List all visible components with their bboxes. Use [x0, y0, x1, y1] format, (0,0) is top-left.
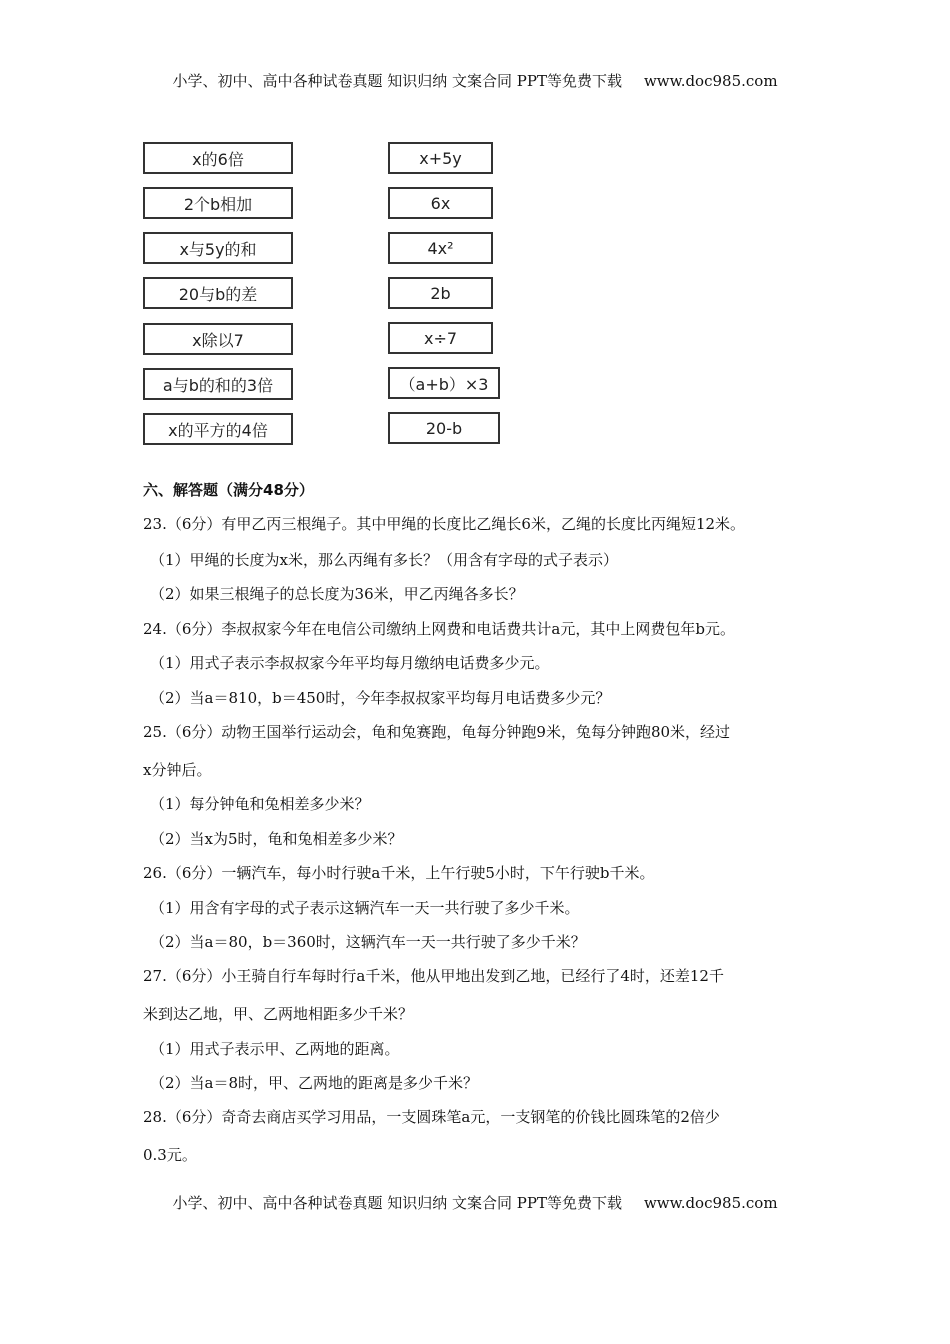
question-25: 25.（6分）动物王国举行运动会，龟和兔赛跑，龟每分钟跑9米，兔每分钟跑80米，经过: [143, 723, 731, 741]
question-23: 23.（6分）有甲乙丙三根绳子。其中甲绳的长度比乙绳长6米，乙绳的长度比丙绳短12米。: [143, 515, 746, 533]
match-left-2: 2个b相加: [143, 187, 293, 219]
question-27-part-1: （1）用式子表示甲、乙两地的距离。: [150, 1040, 400, 1058]
question-28-continued: 0.3元。: [143, 1146, 197, 1164]
match-right-6: （a+b）×3: [388, 367, 500, 399]
match-left-3: x与5y的和: [143, 232, 293, 264]
match-left-1: x的6倍: [143, 142, 293, 174]
match-left-4: 20与b的差: [143, 277, 293, 309]
question-26: 26.（6分）一辆汽车，每小时行驶a千米，上午行驶5小时，下午行驶b千米。: [143, 864, 655, 882]
question-28: 28.（6分）奇奇去商店买学习用品，一支圆珠笔a元，一支钢笔的价钱比圆珠笔的2倍少: [143, 1108, 720, 1126]
footer-site-link[interactable]: www.doc985.com: [643, 1194, 778, 1212]
page-header: [0, 70, 950, 91]
header-site-link[interactable]: www.doc985.com: [643, 72, 778, 90]
question-24-part-2: （2）当a＝810，b＝450时，今年李叔叔家平均每月电话费多少元？: [150, 689, 611, 707]
match-right-1: x+5y: [388, 142, 493, 174]
match-right-4: 2b: [388, 277, 493, 309]
question-26-part-1: （1）用含有字母的式子表示这辆汽车一天一共行驶了多少千米。: [150, 899, 580, 917]
question-27: 27.（6分）小王骑自行车每时行a千米，他从甲地出发到乙地，已经行了4时，还差12千: [143, 967, 724, 985]
question-23-part-2: （2）如果三根绳子的总长度为36米，甲乙丙绳各多长？: [150, 585, 524, 603]
question-25-part-1: （1）每分钟龟和兔相差多少米？: [150, 795, 370, 813]
match-left-7: x的平方的4倍: [143, 413, 293, 445]
question-27-part-2: （2）当a＝8时，甲、乙两地的距离是多少千米？: [150, 1074, 479, 1092]
match-right-5: x÷7: [388, 322, 493, 354]
footer-text: 小学、初中、高中各种试卷真题 知识归纳 文案合同 PPT等免费下载: [172, 1194, 622, 1212]
match-right-3: 4x²: [388, 232, 493, 264]
page-footer: [0, 1192, 950, 1213]
question-24-part-1: （1）用式子表示李叔叔家今年平均每月缴纳电话费多少元。: [150, 654, 550, 672]
section-title: 六、解答题（满分48分）: [143, 481, 314, 499]
match-right-7: 20-b: [388, 412, 500, 444]
question-23-part-1: （1）甲绳的长度为x米，那么丙绳有多长？（用含有字母的式子表示）: [150, 551, 619, 569]
match-right-2: 6x: [388, 187, 493, 219]
match-left-6: a与b的和的3倍: [143, 368, 293, 400]
question-26-part-2: （2）当a＝80，b＝360时，这辆汽车一天一共行驶了多少千米？: [150, 933, 586, 951]
question-25-continued: x分钟后。: [143, 761, 212, 779]
match-left-5: x除以7: [143, 323, 293, 355]
header-text: 小学、初中、高中各种试卷真题 知识归纳 文案合同 PPT等免费下载: [172, 72, 622, 90]
question-27-continued: 米到达乙地，甲、乙两地相距多少千米？: [143, 1005, 414, 1023]
question-25-part-2: （2）当x为5时，龟和兔相差多少米？: [150, 830, 403, 848]
question-24: 24.（6分）李叔叔家今年在电信公司缴纳上网费和电话费共计a元，其中上网费包年b元。: [143, 620, 735, 638]
